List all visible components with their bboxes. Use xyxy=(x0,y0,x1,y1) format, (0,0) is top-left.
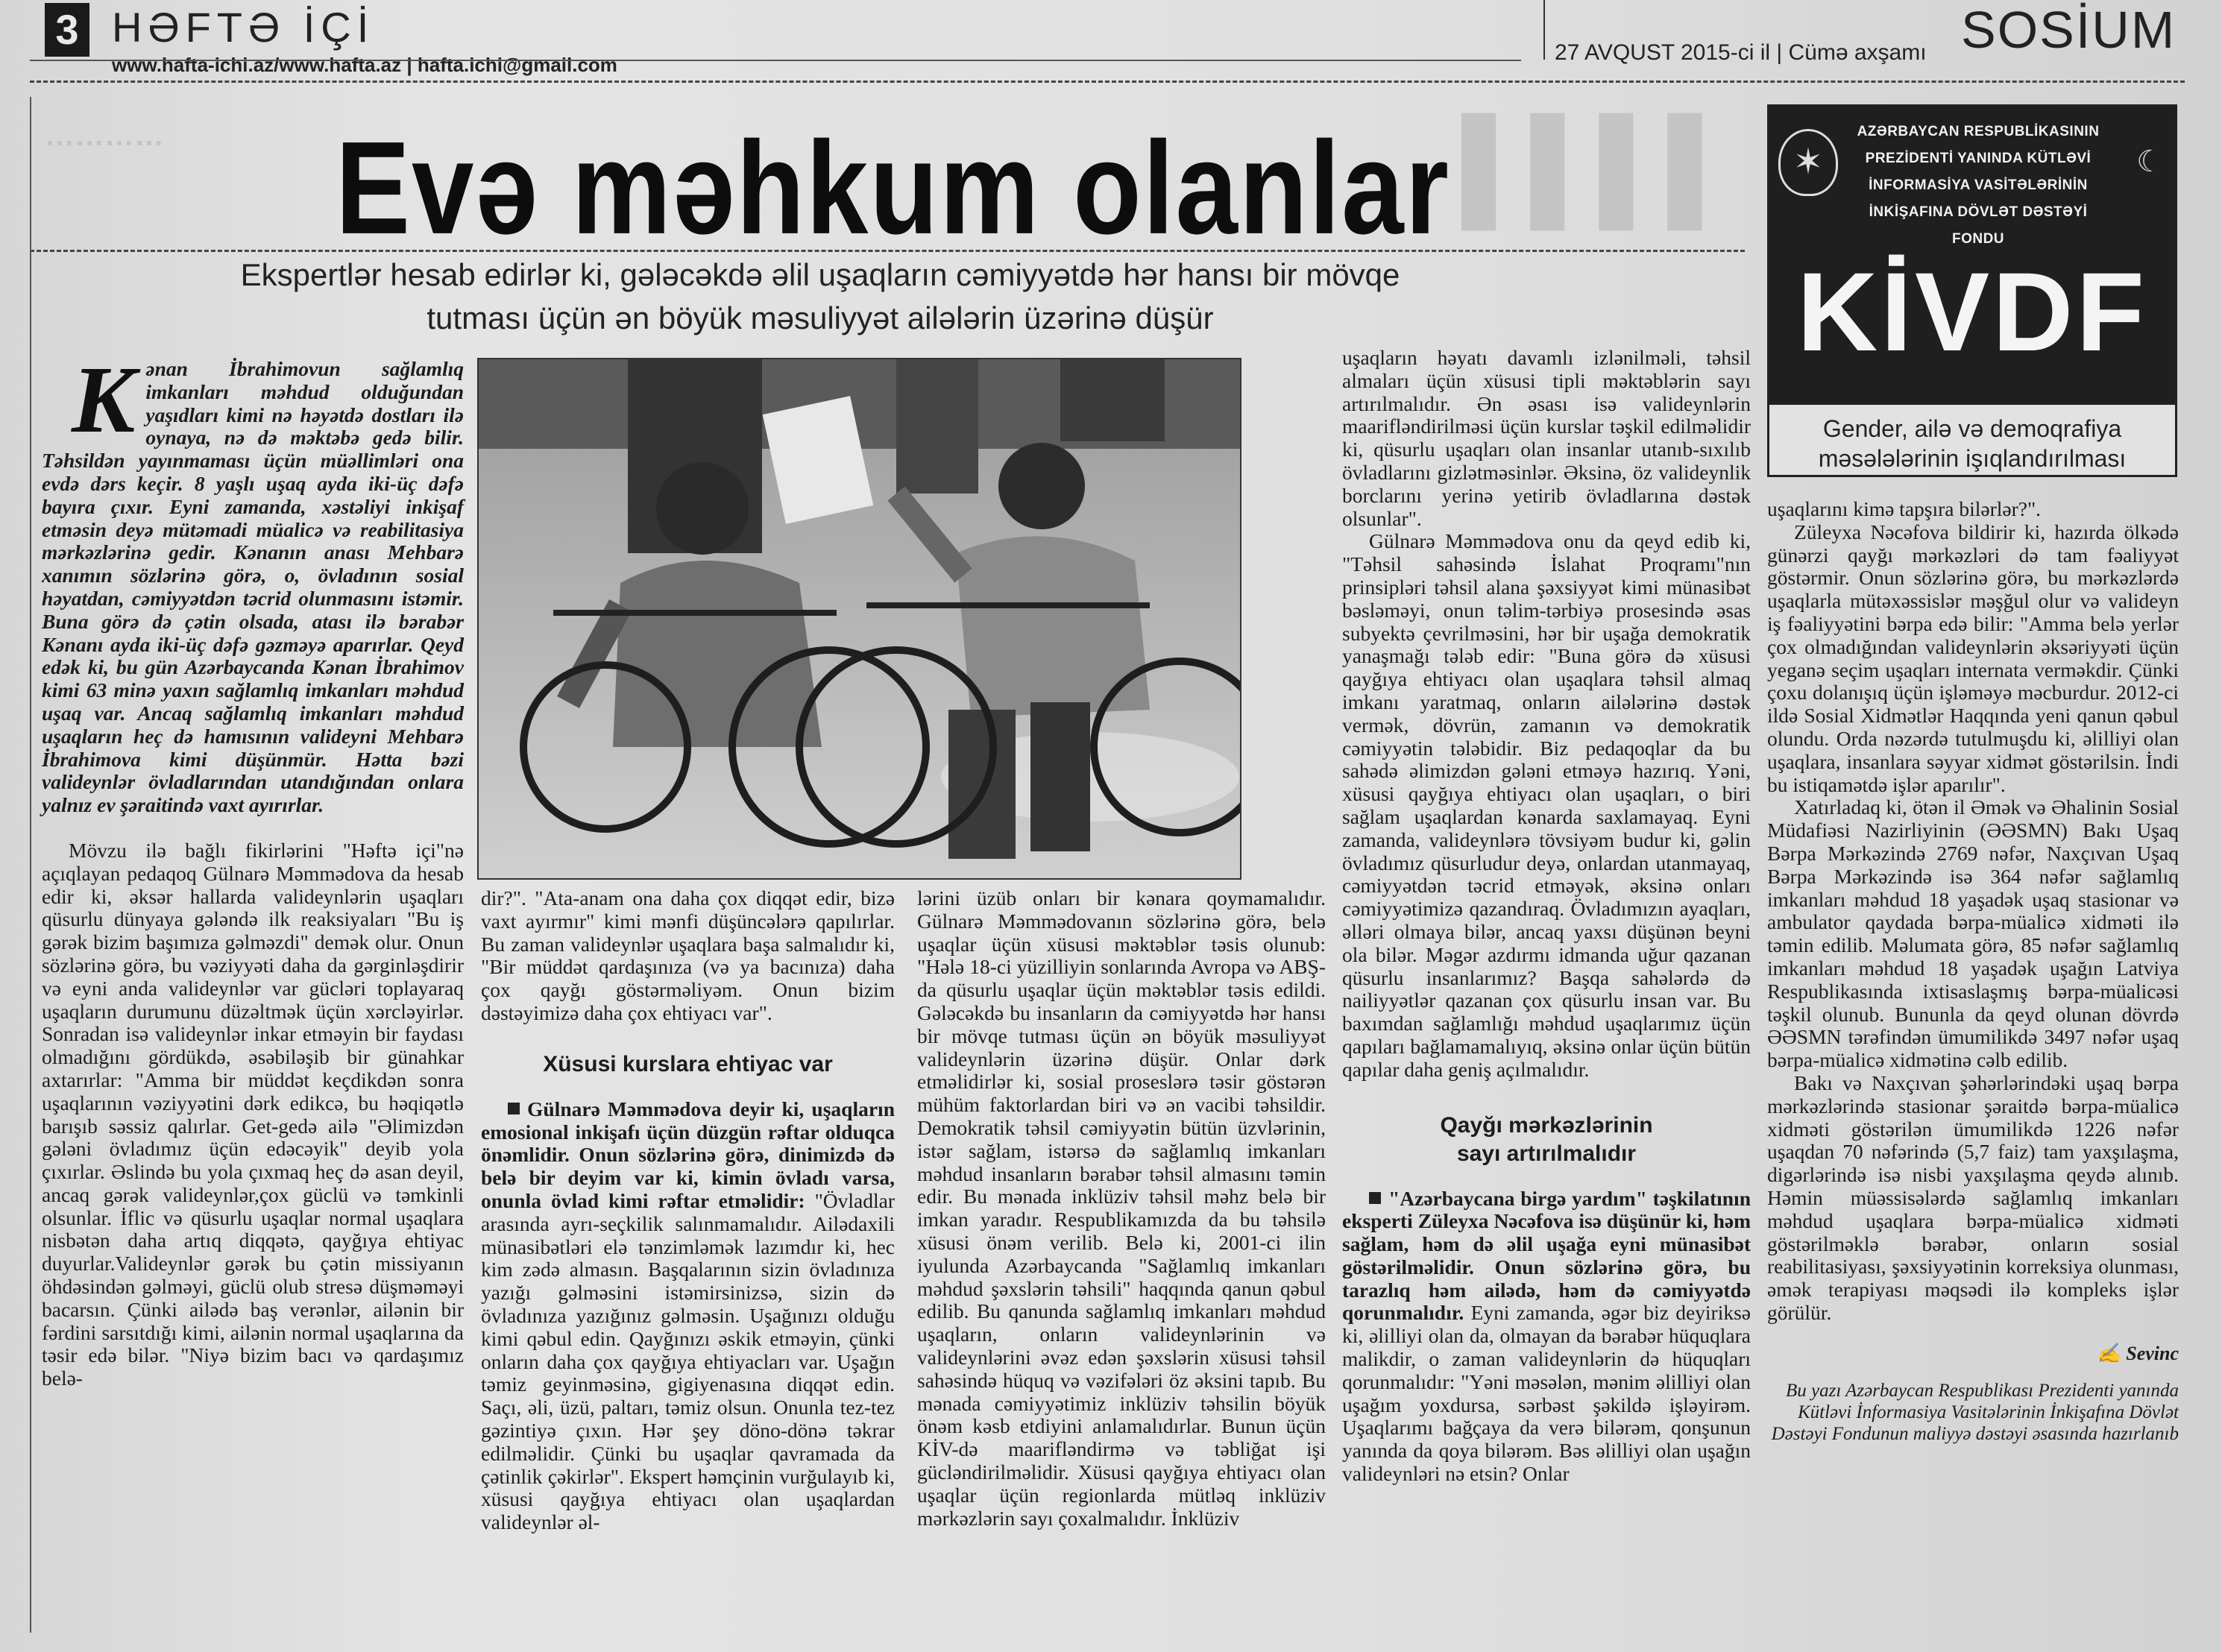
section-subtitle: Qayğı mərkəzlərinin sayı artırılmalıdır xyxy=(1440,1112,1653,1166)
paragraph: Mövzu ilə bağlı fikirlərini "Həftə içi"nə açıqlayan pedaqoq Gülnarə Məmmədova da hesab edir ki, əksər hallarda valideynlərin uşaqları qüsurlu dünyaya gələndə ilk reaksiyaları "Bu iş gərək bizim başımıza gəlməzdi" demək olur. Onun sözlərinə görə, bu vəziyyəti daha da gərginləşdirir və eyni anda valideynlər var gücləri toplayaraq uşaqların durumunu düzəltmək üçün xərcləyirlər. Sonradan isə valideynlər inkar etməyin bir faydası olmadığını gördükdə, əsəbiləşib bir günahkar axtarırlar: "Amma bir müddət keçdikdən sonra uşaqlarının vəziyyətini dərk edikcə, bu həqiqətlə barışıb səssiz qalırlar. Get-gedə ailə "Əlimizdən gələni övladımız üçün edəcəyik" deyib yola çıxırlar. Əslində bu yola çıxmaq heç də asan deyil, ancaq gərək valideynlər,çox güclü və təmkinli olsunlar. İflic və qüsurlu uşaqlar normal uşaqlara nisbətən daha artıq diqqətə, qayğıya ehtiyac duyurlar.Valideynlər gərək bu çətin missiyanın öhdəsindən gəlməyi, güclü olub stresə düşməməyi bacarsın. Çünki ailədə baş verənlər, ailənin bir fərdini sarsıtdığı kimi, ailənin normal uşaqlarına da təsir edə bilər. "Niyə bizim bacı və qardaşımız belə- xyxy=(42,838,464,1390)
column-4 xyxy=(1342,347,1751,1486)
header-divider xyxy=(1543,0,1545,60)
paragraph: uşaqların həyatı davamlı izlənilməli, təhsil almaları üçün xüsusi tipli məktəblərin sayı artırılmalıdır. Ən əsası isə valideynlərin maarifləndirilməsi üçün kurslar təşkil edilməlidir ki, qüsurlu uşaqları olan insanlar utanıb-sıxılıb övladlarını gizlətməsinlər. Əksinə, öz valideynlik borclarını yerinə yetirib övladlarına dəstək olsunlar". xyxy=(1342,346,1751,530)
newspaper-name: HƏFTƏ İÇİ xyxy=(112,4,375,51)
section-name: SOSİUM xyxy=(1961,1,2177,59)
bullet-square-icon xyxy=(1369,1192,1381,1204)
bullet-square-icon xyxy=(508,1103,520,1115)
paragraph: Bakı və Naxçıvan şəhərlərindəki uşaq bərpa mərkəzlərində stasionar şəraitdə bərpa-müalicə xidməti göstərilən ümumilikdə 1226 nəfər uşaqdan 70 nəfərində (5,7 faiz) tam yaxşılaşma, digərlərində isə nisbi yaxşılaşma qeydə alınıb. Həmin müəssisələrdə sağlamlıq imkanları məhdud uşaqlara bərpa-müalicə xidməti göstərilməklə bərabər, onların sosial reabilitasiyası, şəxsiyyətinin korreksiya olunması, əmək terapiyası məqsədi ilə kompleks işlər görülür. xyxy=(1767,1071,2179,1324)
article-photo xyxy=(477,358,1241,880)
bold-paragraph: Gülnarə Məmmədova deyir ki, uşaqların emosional inkişafı üçün düzgün rəftar olduqca önəmlidir. Onun sözlərinə görə, dinimizdə də belə bir deyim var ki, kimin övladı varsa, onunla övlad kimi rəftar etməlidir: "Övladlar arasında ayrı-seçkilik salınmamalıdır. Ailədaxili münasibətləri elə tənzimləmək lazımdır ki, hec kim zədə almasın. Başqalarının sizin övladınıza yazığı gəlməsini istəmirsinizsə, sizin də övladınıza yazığınız gəlməsin. Uşağınızı olduğu kimi qəbul edin. Qayğınızı əskik etməyin, çünki onların daha çox qayğıya ehtiyacları var. Uşağın təmiz geyinməsinə, gigiyenasına diqqət edin. Saçı, əli, üzü, paltarı, təmiz olsun. Onunla tez-tez gəzintiyə çıxın. Hər şey döno-dönə təkrar edilməlidir. Çünki bu uşaqlar qavramada da çətinlik çəkirlər". Ekspert həmçinin vurğulayıb ki, xüsusi qayğıya ehtiyacı olan uşaqlardan valideynlər əl- xyxy=(481,1097,896,1534)
paragraph: Züleyxa Nəcəfova bildirir ki, hazırda ölkədə günərzi qayğı mərkəzləri də tam fəaliyyət göstərmir. Onun sözlərinə görə, bu mərkəzlərdə uşaqlarla mütəxəssislər məşğul olur və valideyn iş fəaliyyətini bərpa edə bilir: "Amma belə yerlər çox olmadığından valideynlərin əksəriyyəti üçün yeganə seçim uşaqları internata verməkdir. Çünki çoxu dolanışıq üçün işləməyə məcburdur. 2012-ci ildə Sosial Xidmətlər Haqqında yeni qanun qəbul olundu. Orda nəzərdə tutulmuşdu ki, əlilliyi olan uşaqlara, insanlara səyyar xidmət göstərilsin. İndi bu istiqamətdə işlər aparılır". xyxy=(1767,520,2179,796)
bleed-through: ………… xyxy=(45,119,164,152)
ad-caption: Gender, ailə və demoqrafiya məsələlərinin işıqlandırılması xyxy=(1818,415,2127,472)
column-rule xyxy=(30,97,31,1633)
header-rule xyxy=(30,81,2185,83)
paragraph: Gülnarə Məmmədova onu da qeyd edib ki, "Təhsil sahəsində İslahat Proqramı"nın prinsipləri təhsil alana şəxsiyyət kimi münasibət bəsləməyi, onun təlim-tərbiyə prosesində əsas subyektə çevrilməsini, hər bir uşağa demokratik yanaşmağı tələb edir: "Buna görə də xüsusi qayğıya ehtiyacı olan uşaqlara təhsil almaq imkanı yaratmaq, onların ailələrinə dəstək vermək, dövrün, zamanın və demokratik cəmiyyətin tələbidir. Biz pedaqoqlar da bu sahədə əlimizdən gələni etməyə hazırıq. Yəni, xüsusi qayğıya ehtiyacı olan uşaqları, o biri sağlam uşaqlardan kənarda saxlamayaq. Eyni zamanda, valideynlərə tövsiyəm budur ki, gəlin övladımız qüsurludur deyə, onlardan utanmayaq, cəmiyyətdən təcrid etməyək, əksinə onları cəmiyyətimizə qazandıraq. Övladımızın ayaqları, əlləri olmaya bilər, ancaq yaxsı düşünən beyni ola bilər. Məgər azdırmı idmanda uğur qazanan qüsurlu insanlarımız? Başqa sahələrdə də nailiyyətlər qazanan çox qüsurlu insan var. Bu baxımdan sağlamlığı məhdud uşaqlarımız üçün qapıları bağlamamalıyıq, əksinə onlar üçün bütün qapılar daha geniş açılmalıdır. xyxy=(1342,529,1751,1081)
column-2 xyxy=(481,887,895,1534)
author-signature: ✍ Sevinc xyxy=(2097,1342,2179,1364)
issue-date: 27 AVQUST 2015-ci il | Cümə axşamı xyxy=(1555,40,1927,65)
drop-cap: K xyxy=(72,347,136,453)
paragraph: dir?". "Ata-anam ona daha çox diqqət edir, bizə vaxt ayırmır" kimi mənfi düşüncələrə qapılırlar. Bu zaman valideynlər uşaqlara başa salmalıdır ki, "Bir müddət qardaşınıza (və ya bacınıza) daha çox qayğı göstərməliyəm. Onun bizim dəstəyimizə daha çox ehtiyacı var". xyxy=(481,886,895,1024)
kivdf-ad xyxy=(1767,104,2177,477)
lead-paragraph xyxy=(42,347,464,817)
ad-organization: AZƏRBAYCAN RESPUBLİKASININ PREZİDENTİ YANINDA KÜTLƏVİ İNFORMASİYA VASİTƏLƏRİNİN İNKİŞAFINA DÖVLƏT DƏSTƏYİ FONDU xyxy=(1857,124,2100,247)
wheelchair-photo xyxy=(479,359,1241,880)
headline-rule xyxy=(30,250,1745,252)
ad-acronym: KİVDF xyxy=(1797,249,2147,374)
page-header xyxy=(30,0,2185,78)
header-underline xyxy=(30,60,1521,61)
article-subhead: Ekspertlər hesab edirlər ki, gələcəkdə əlil uşaqların cəmiyyətdə hər hansı bir mövqe tutması üçün ən böyük məsuliyyət ailələrin üzərinə düşür xyxy=(240,257,1400,335)
crescent-icon: ☾ xyxy=(2136,145,2163,178)
page-number: 3 xyxy=(45,3,89,57)
ad-banner xyxy=(1769,107,2175,405)
paragraph: Xatırladaq ki, ötən il Əmək və Əhalinin Sosial Müdafiəsi Nazirliyinin (ƏƏSMN) Bakı Uşaq Bərpa Mərkəzində 2769 nəfər, Naxçıvan Uşaq Bərpa Mərkəzində isə 364 nəfər sağlamlıq imkanları məhdud 18 yaşadək uşaq stasionar və ambulator qaydada bərpa-müalicə xidməti ilə təmin edilib. Məlumata görə, 85 nəfər sağlamlıq imkanları məhdud 18 yaşadək uşağın Latviya Respublikasında ixtisaslaşmış bərpa-müalicəsi təşkil olunub. Bununla da qeyd olunan dövrdə ƏƏSMN tərəfindən ümumilikdə 3497 nəfər uşaq bərpa-müalicə xidmətinə cəlb edilib. xyxy=(1767,795,2179,1072)
paragraph: lərini üzüb onları bir kənara qoymamalıdır. Gülnarə Məmmədovanın sözlərinə görə, belə uşaqlar üçün xüsusi məktəblər təsis olunub: "Hələ 18-ci yüzilliyin sonlarında Avropa və ABŞ-da qüsurlu uşaqlar üçün məktəblər təsis edildi. Gələcəkdə bu insanların da cəmiyyətdə hər hansı bir mövqe tutması üçün ən böyük məsuliyyət valideynlərin üzərinə düşür. Onlar dərk etməlidirlər ki, sosial proseslərə təsir göstərən mühüm faktorlardan biri və ən vacibi təhsildir. Demokratik təhsil cəmiyyətin bütün üzvlərinin, istər sağlam, istərsə də sağlamlıq imkanları məhdud insanların bərabər təhsil almasını təmin edir. Bu mənada inklüziv təhsil məhz belə bir imkan yaradır. Respublikamızda da bu təhsilə xüsusi önəm verilib. Belə ki, 2001-ci ilin iyulunda Azərbaycanda "Sağlamlıq imkanları məhdud şəxslərin təhsili" haqqında qanun qəbul edilib. Bu qanunda sağlamlıq imkanları məhdud uşaqların, onların valideynlərinin və valideynlərini əvəz edən şəxslərin xüsusi təhsil sahəsində hüquq və vəzifələri öz əksini tapıb. Bu mənada cəmiyyətimiz inklüziv təhsilin böyük önəm kəsb etdiyini anlamalıdırlar. Bunun üçün KİV-də maarifləndirmə və təbliğat işi gücləndirilməlidir. Xüsusi qayğıya ehtiyacı olan uşaqlar üçün regionlarda mütləq inklüziv mərkəzlərin sayı çoxalmalıdır. İnklüziv xyxy=(917,886,1326,1530)
column-1 xyxy=(42,347,464,1390)
bold-paragraph: "Azərbaycana birgə yardım" təşkilatının eksperti Züleyxa Nəcəfova isə düşünür ki, həm sağlam, həm də əlil uşağa eyni münasibət göstərilməlidir. Onun sözlərinə görə, bu tarazlıq həm ailədə, həm də cəmiyyətdə qorunmalıdır. Eyni zamanda, əgər biz deyiriksə ki, əlilliyi olan da, olmayan da bərabər hüquqlara malikdir, o zaman valideynlərin də hüquqları qorunmalıdır: "Yəni məsələn, mənim əlilliyi olan uşağım yoxdursa, sərbəst şəkildə işləyirəm. Uşaqlarımı bağçaya da verə bilərəm, qonşunun yanında da qoya bilərəm. Bəs əlilliyi olan uşağın valideynləri nə etsin? Onlar xyxy=(1342,1186,1751,1486)
funding-note: Bu yazı Azərbaycan Respublikası Prezidenti yanında Kütləvi İnformasiya Vasitələrinin İnkişafına Dövlət Dəstəyi Fondunun maliyyə dəstəyi əsasında hazırlanıb xyxy=(1771,1381,2179,1445)
lead-text: ənan İbrahimovun sağlamlıq imkanları məhdud olduğundan yaşıdları kimi nə həyətdə dostları ilə oynaya, nə də məktəbə gedə bilir. Təhsildən yayınmaması üçün müəllimləri ona evdə dərs keçir. 8 yaşlı uşaq ayda iki-üç dəfə bayıra çıxır. Eyni zamanda, xəstəliyi inkişaf etməsin deyə mütəmadi müalicə və reabilitasiya mərkəzlərinə gedir. Kənanın anası Mehbarə xanımın sözlərinə görə, o, övladının sosial həyatdan, cəmiyyətdən təcrid olunmasını istəmir. Buna görə də çətin olsada, atası ilə bərabər Kənanı ayda iki-üç dəfə gəzməyə aparırlar. Qeyd edək ki, bu gün Azərbaycanda Kənan İbrahimov kimi 63 minə yaxın sağlamlıq imkanları məhdud uşaq var. Ancaq sağlamlıq imkanları məhdud uşaqların heç də hamısının valideyni Mehbarə İbrahimova kimi düşünmür. Hətta bəzi valideynlər övladlarından utandığından onlara yalnız ev şəraitində vaxt ayırırlar. xyxy=(42,357,464,817)
bleed-through: ▌▌▌▌ xyxy=(1461,113,1737,222)
website-line: www.hafta-ichi.az/www.hafta.az | hafta.ichi@gmail.com xyxy=(112,54,617,76)
state-emblem-icon: ✶ xyxy=(1778,129,1838,196)
article-headline: Evə məhkum olanlar xyxy=(336,113,1450,262)
column-3 xyxy=(917,887,1326,1530)
paragraph: uşaqlarını kimə tapşıra bilərlər?". xyxy=(1767,497,2042,520)
section-subtitle: Xüsusi kurslara ehtiyac var xyxy=(543,1051,833,1076)
column-5 xyxy=(1767,498,2179,1445)
